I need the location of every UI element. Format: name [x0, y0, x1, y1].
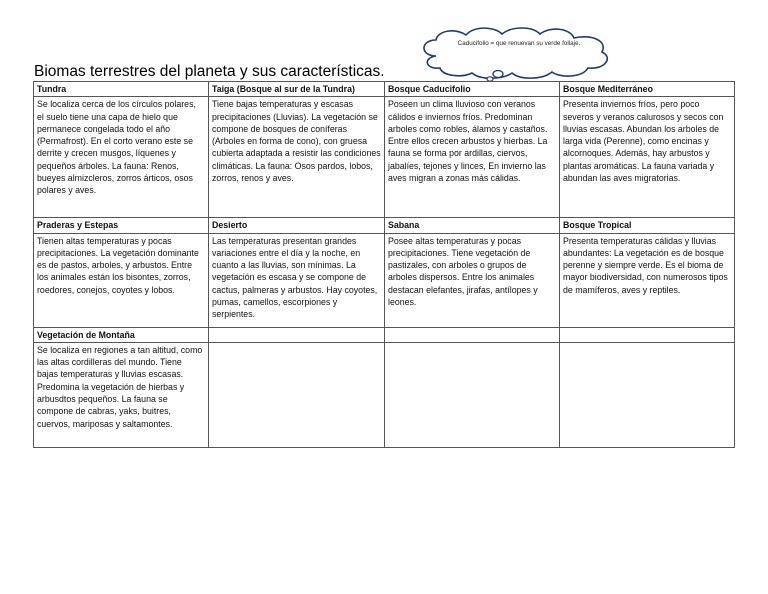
document-title: Biomas terrestres del planeta y sus características. — [34, 63, 385, 80]
table-row — [34, 233, 735, 327]
biome-description: Se localiza cerca de los círculos polares, el suelo tiene una capa de hielo que permanece congelada todo el año (Permafrost). En el corto verano este se derrite y crecen musgos, líquenes y pequeños árboles. La fauna: Renos, bueyes almizcleros, zorros árticos, osos polares y aves. — [34, 97, 209, 218]
biome-name: Bosque Caducifolio — [385, 82, 560, 97]
empty-cell — [560, 327, 735, 342]
biome-name: Tundra — [34, 82, 209, 97]
table-header-row — [34, 82, 735, 97]
biome-description: Tienen altas temperaturas y pocas precipitaciones. La vegetación dominante es de pastos, arboles, y arbustos. Entre los animales están los bisontes, zorros, roedores, conejos, coyotes y lobos. — [34, 233, 209, 327]
biome-name: Sabana — [385, 218, 560, 233]
table-header-row — [34, 327, 735, 342]
table-row — [34, 97, 735, 218]
biome-description: Se localiza en regiones a tan altitud, como las altas cordilleras del mundo. Tiene bajas temperaturas y lluvias escasas. Predomina la vegetación de hierbas y arbusdtos pequeños. La fauna se compone de cabras, yaks, buitres, cuervos, mariposas y saltamontes. — [34, 342, 209, 447]
biome-description: Tiene bajas temperaturas y escasas precipitaciones (Lluvias). La vegetación se compone de bosques de coníferas (Arboles en forma de cono), con gruesa cubierta adaptada a resistir las condiciones climáticas. La fauna: Osos pardos, lobos, zorros, renos y aves. — [209, 97, 385, 218]
biome-description: Poseen un clima lluvioso con veranos cálidos e inviernos fríos. Predominan arboles como robles, álamos y castaños. Entre ellos crecen arbustos y hierbas. La fauna se forma por ardillas, ciervos, jabalíes, tejones y linces, En invierno las aves migran a zonas más cálidas. — [385, 97, 560, 218]
empty-cell — [209, 327, 385, 342]
biome-description: Las temperaturas presentan grandes variaciones entre el día y la noche, en cuanto a las lluvias, son mínimas. La vegetación es escasa y se compone de cactus, palmeras y arbustos. Hay coyotes, pumas, camellos, escorpiones y serpientes. — [209, 233, 385, 327]
callout-text: Caducifolio = que renuevan su verde follaje. — [457, 40, 581, 47]
biome-name: Taiga (Bosque al sur de la Tundra) — [209, 82, 385, 97]
empty-cell — [560, 342, 735, 447]
callout-cloud — [414, 26, 620, 82]
biome-name: Praderas y Estepas — [34, 218, 209, 233]
biomes-table — [33, 81, 735, 448]
table-header-row — [34, 218, 735, 233]
biome-name: Desierto — [209, 218, 385, 233]
biome-description: Presenta temperaturas cálidas y lluvias abundantes: La vegetación es de bosque perenne y siempre verde. Es el bioma de mayor biodiversidad, con numerosos tipos de mamíferos, aves y reptiles. — [560, 233, 735, 327]
biome-description: Presenta inviernos fríos, pero poco severos y veranos calurosos y secos con lluvias escasas. Abundan los arboles de larga vida (Perenne), como encinas y alcornoques. Además, hay arbustos y plantas aromáticas. La fauna variada y abundan las aves migratorias. — [560, 97, 735, 218]
biome-name: Bosque Mediterráneo — [560, 82, 735, 97]
empty-cell — [385, 342, 560, 447]
biome-name: Vegetación de Montaña — [34, 327, 209, 342]
cloud-shape-icon — [414, 26, 620, 82]
empty-cell — [385, 327, 560, 342]
empty-cell — [209, 342, 385, 447]
biome-description: Posee altas temperaturas y pocas precipitaciones. Tiene vegetación de pastizales, con arboles o grupos de arboles dispersos. Entre los animales destacan elefantes, jirafas, antílopes y leones. — [385, 233, 560, 327]
biome-name: Bosque Tropical — [560, 218, 735, 233]
table-row — [34, 342, 735, 447]
